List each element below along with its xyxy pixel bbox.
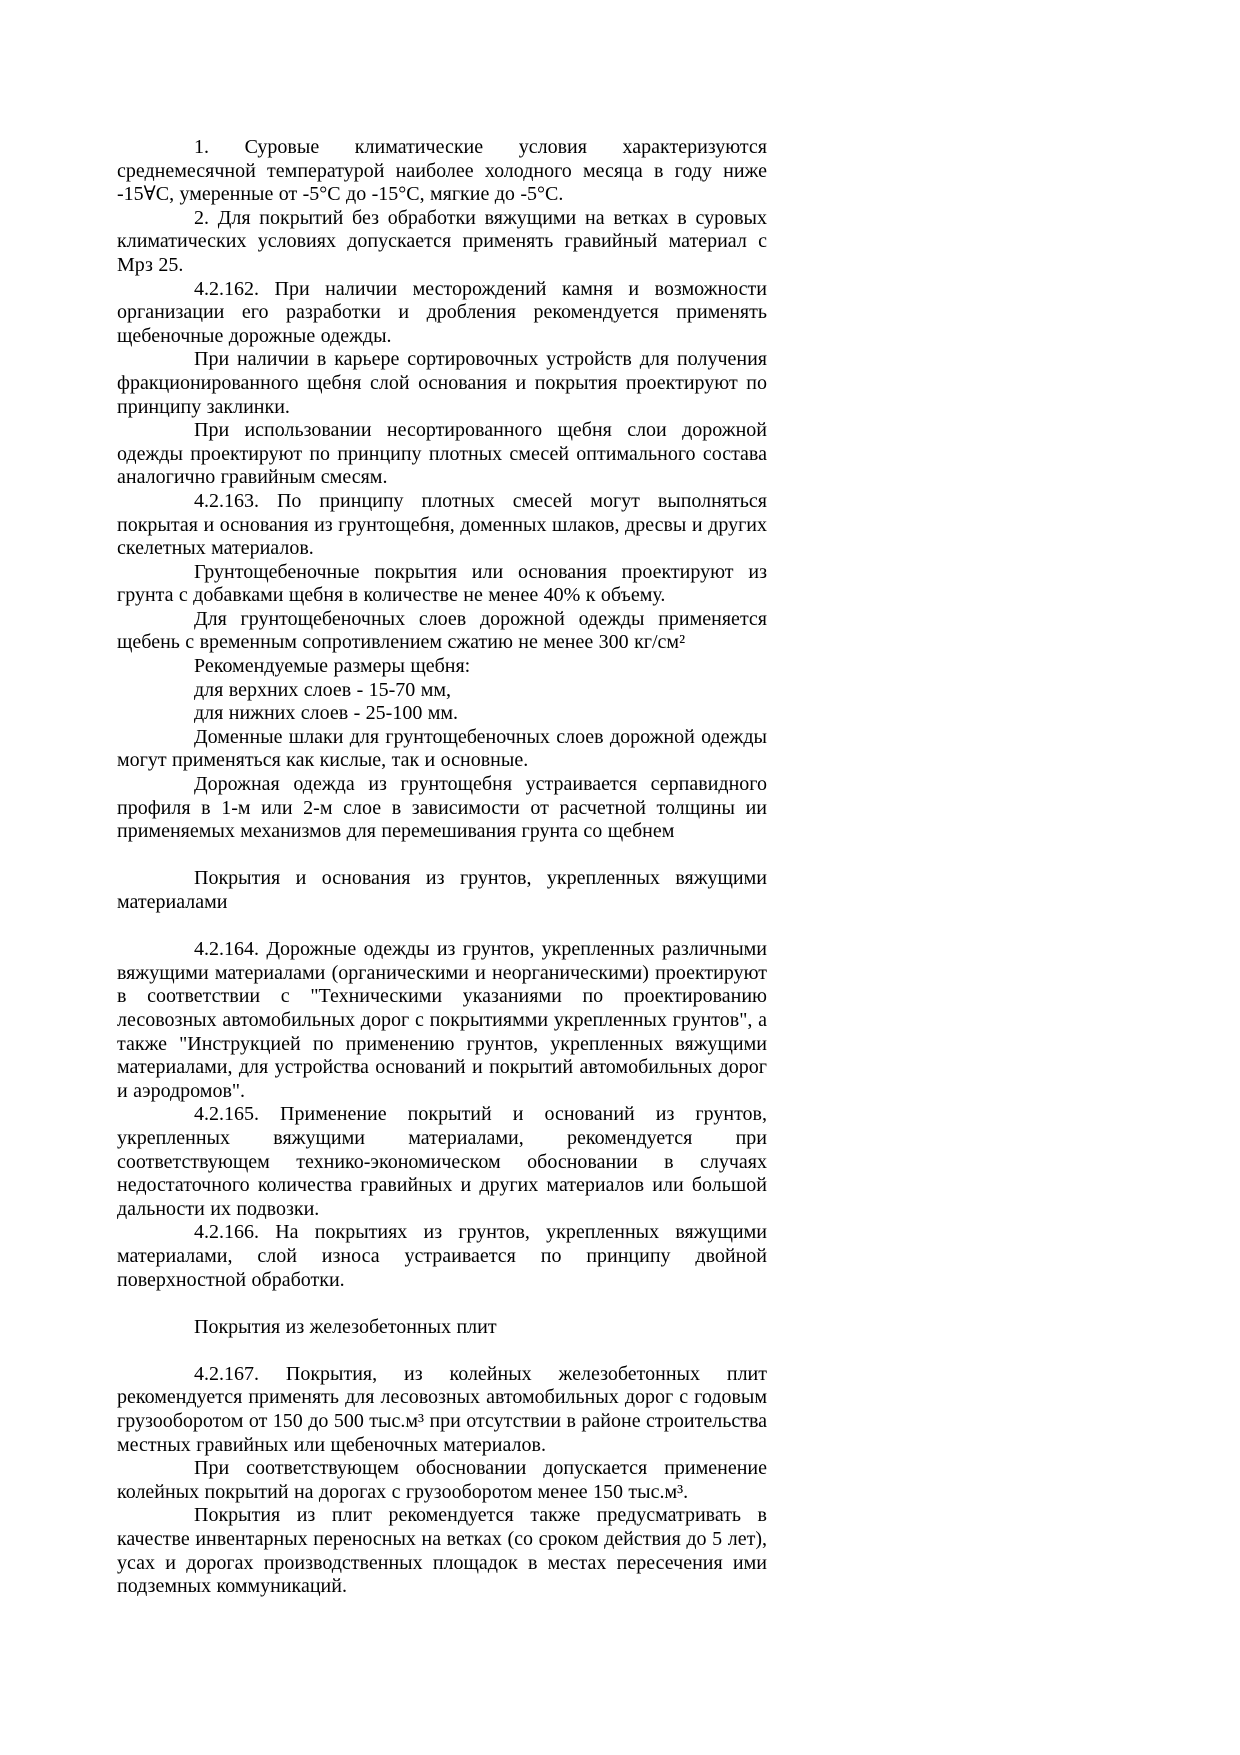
paragraph: 2. Для покрытий без обработки вяжущими на ветках в суровых климатических условиях допускается применять гравийный материал с Мрз 25.	[117, 206, 767, 276]
paragraph-gap	[117, 1292, 767, 1316]
paragraph: Покрытия из плит рекомендуется также предусматривать в качестве инвентарных переносных на ветках (со сроком действия до 5 лет), усах и дорогах производственных площадок в местах пересечения ими подземных коммуникаций.	[117, 1504, 767, 1598]
paragraph: 4.2.166. На покрытиях из грунтов, укрепленных вяжущими материалами, слой износа устраивается по принципу двойной поверхностной обработки.	[117, 1221, 767, 1291]
section-heading: Покрытия и основания из грунтов, укрепленных вяжущими материалами	[117, 867, 767, 913]
paragraph: При использовании несортированного щебня слои дорожной одежды проектируют по принципу плотных смесей оптимального состава аналогично гравийным смесям.	[117, 419, 767, 489]
paragraph: Рекомендуемые размеры щебня:	[194, 655, 471, 678]
paragraph: При наличии в карьере сортировочных устройств для получения фракционированного щебня слой основания и покрытия проектируют по принципу заклинки.	[117, 348, 767, 418]
paragraph: Дорожная одежда из грунтощебня устраивается серпавидного профиля в 1-м или 2-м слое в зависимости от расчетной толщины ии применяемых механизмов для перемешивания грунта со щебнем	[117, 773, 767, 843]
paragraph: для нижних слоев - 25-100 мм.	[194, 702, 459, 725]
paragraph: 4.2.164. Дорожные одежды из грунтов, укрепленных различными вяжущими материалами (органическими и неорганическими) проектируют в соответствии с "Техническими указаниями по проектированию лесовозных автомобильных дорог с покрытиямми укрепленных грунтов", а также "Инструкцией по применению грунтов, укрепленных вяжущими материалами, для устройства оснований и покрытий автомобильных дорог и аэродромов".	[117, 938, 767, 1102]
paragraph: для верхних слоев - 15-70 мм,	[194, 678, 452, 701]
paragraph: 4.2.162. При наличии месторождений камня и возможности организации его разработки и дробления рекомендуется применять щебеночные дорожные одежды.	[117, 277, 767, 347]
paragraph: При соответствующем обосновании допускается применение колейных покрытий на дорогах с грузооборотом менее 150 тыс.м³.	[117, 1457, 767, 1503]
paragraph: 1. Суровые климатические условия характеризуются среднемесячной температурой наиболее холодного месяца в году ниже -15∀С, умеренные от -5°С до -15°С, мягкие до -5°С.	[117, 136, 767, 206]
paragraph: Грунтощебеночные покрытия или основания проектируют из грунта с добавками щебня в количестве не менее 40% к объему.	[117, 560, 767, 607]
paragraph: Доменные шлаки для грунтощебеночных слоев дорожной одежды могут применяться как кислые, так и основные.	[117, 725, 767, 772]
document-text	[117, 136, 767, 1599]
paragraph: 4.2.163. По принципу плотных смесей могут выполняться покрытая и основания из грунтощебня, доменных шлаков, дресвы и других скелетных материалов.	[117, 489, 767, 560]
section-heading: Покрытия из железобетонных плит	[194, 1315, 497, 1338]
paragraph-gap	[117, 1339, 767, 1363]
paragraph-gap	[117, 844, 767, 868]
paragraph: 4.2.167. Покрытия, из колейных железобетонных плит рекомендуется применять для лесовозных автомобильных дорог с годовым грузооборотом от 150 до 500 тыс.м³ при отсутствии в районе строительства местных гравийных или щебеночных материалов.	[117, 1362, 767, 1456]
paragraph: 4.2.165. Применение покрытий и оснований из грунтов, укрепленных вяжущими материалами, рекомендуется при соответствующем технико-экономическом обосновании в случаях недостаточного количества гравийных и других материалов или большой дальности их подвозки.	[117, 1103, 767, 1220]
paragraph: Для грунтощебеночных слоев дорожной одежды применяется щебень с временным сопротивлением сжатию не менее 300 кг/см²	[117, 607, 767, 654]
paragraph-gap	[117, 915, 767, 939]
